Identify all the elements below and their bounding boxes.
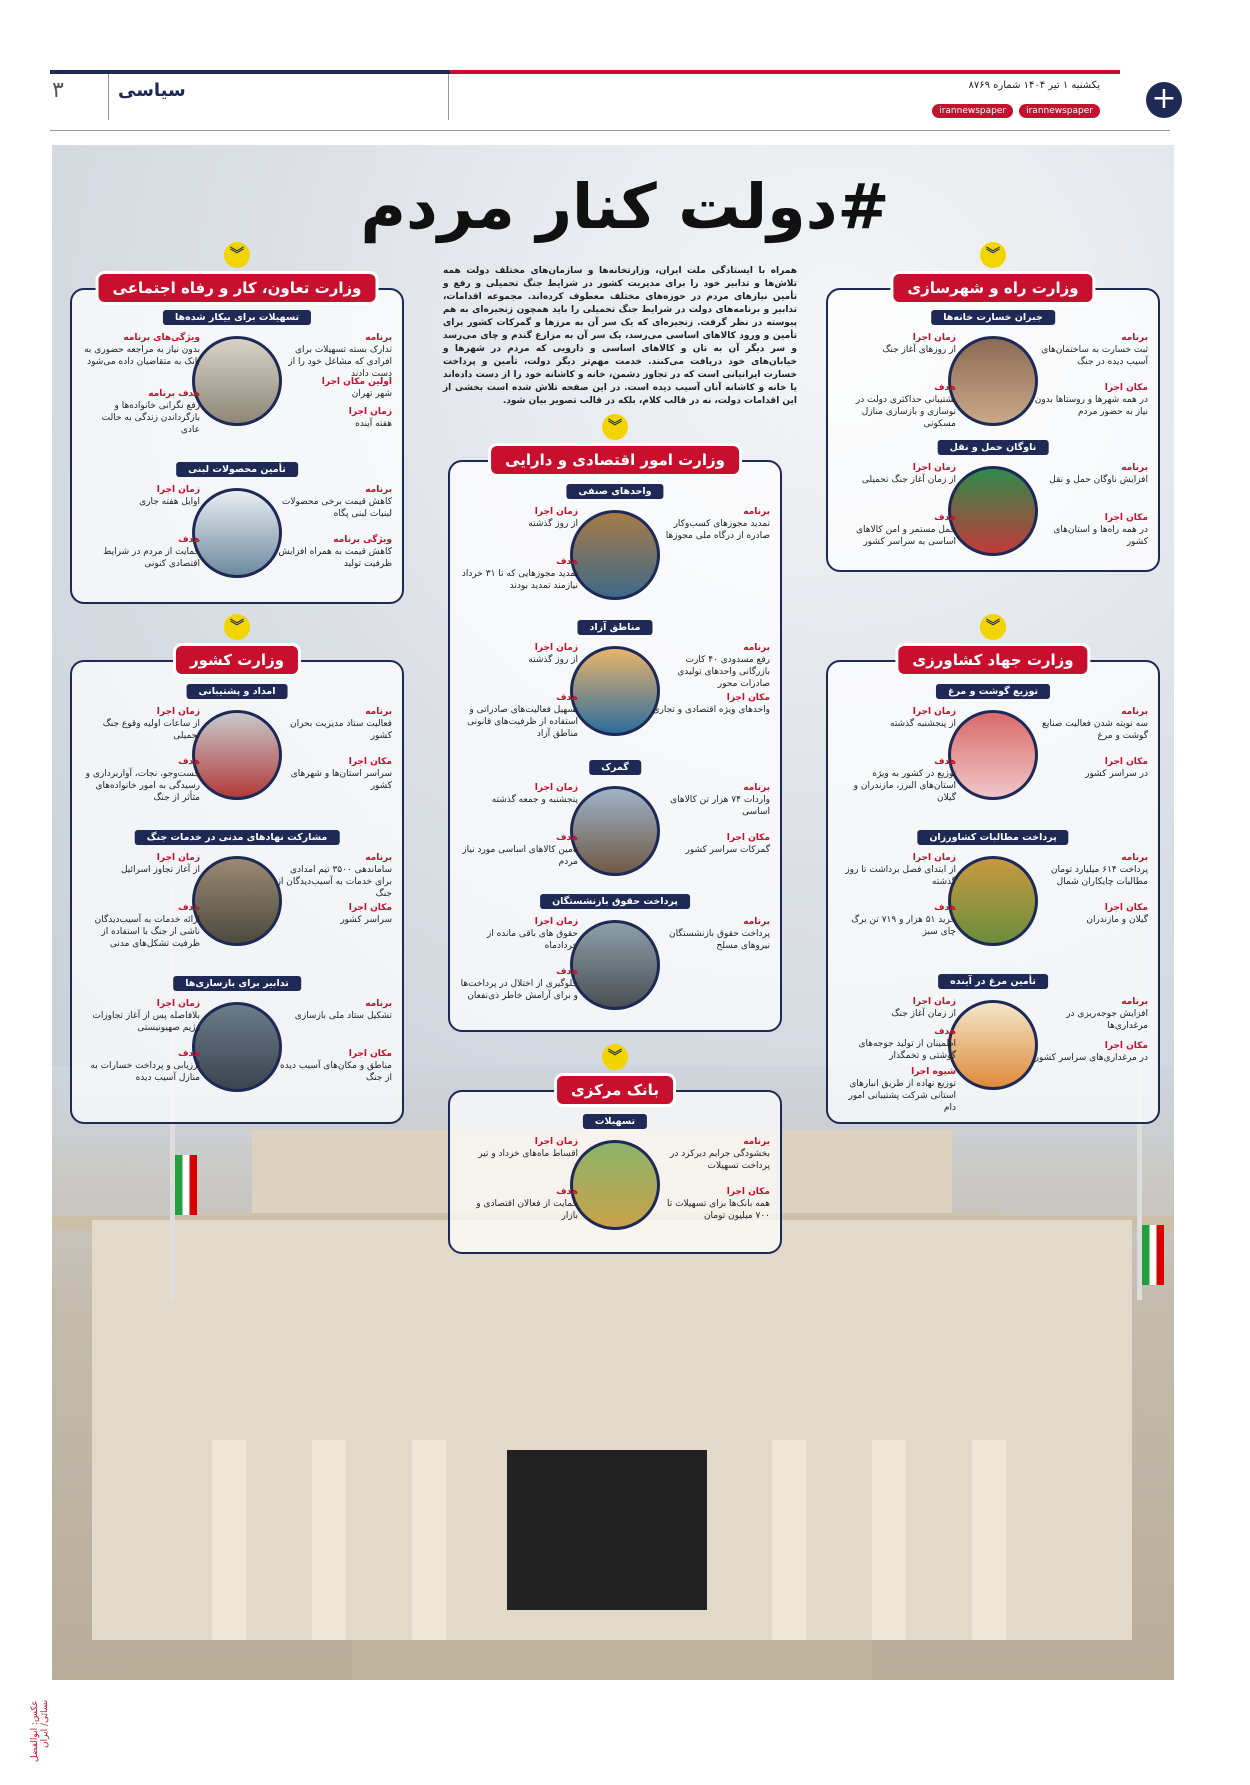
field-place: مکان اجرا سراسر استان‌ها و شهرهای کشور [290,757,392,791]
field-place: مکان اجرا واحدهای ویژه اقتصادی و تجاری [652,693,770,715]
photo-circle [192,488,282,578]
section-title: امداد و پشتیبانی [187,684,288,699]
field-time: زمان اجرا از ابتدای فصل برداشت تا روز گذشته [845,853,956,887]
social-handle[interactable]: irannewspaper [932,104,1013,118]
field-goal: هدف توزیع در کشور به ویژه استان‌های البرز، مازندران و گیلان [853,757,956,803]
photo-circle [570,1140,660,1230]
field-program: برنامه پرداخت ۶۱۴ میلیارد تومان مطالبات چایکاران شمال [1050,853,1148,887]
field-program: برنامه افزایش ناوگان حمل و نقل [1049,463,1148,485]
field-program: برنامه کاهش قیمت برخی محصولات لبنیات لبنی پگاه [281,485,392,519]
section-title: ناوگان حمل و نقل [938,440,1049,455]
section-title: مناطق آزاد [577,620,652,635]
photo-circle [948,1000,1038,1090]
section-title: گمرک [589,760,641,775]
panel-labor [70,247,404,604]
panel-section [450,1114,780,1232]
section-title: تأمین مرغ در آینده [938,974,1048,989]
field-place: مکان اجرا همه بانک‌ها برای تسهیلات تا ۷۰۰ میلیون تومان [666,1187,770,1221]
photo-circle [192,336,282,426]
section-title: تدابیر برای بازسازی‌ها [173,976,301,991]
panel-interior [70,619,404,1124]
header-divider [50,130,1170,131]
panel-section [828,310,1158,428]
field-time: زمان اجرا پنجشنبه و جمعه گذشته [491,783,578,805]
panel-section [72,462,402,580]
field-time: زمان اجرا از آغاز تجاوز اسرائیل [120,853,200,875]
photo-credit: عکس: ابوالفضل نسائی/ ایران [30,1700,50,1762]
field-time: زمان اجرا از زمان آغاز جنگ تحمیلی [861,463,956,485]
photo-circle [948,466,1038,556]
field-time: زمان اجرا حقوق های باقی مانده از خردادماه [486,917,578,951]
panel-title: بانک مرکزی [557,1076,673,1104]
plus-icon[interactable]: + [1146,82,1182,118]
chevron-down-icon: ︾ [224,242,250,268]
section-title: تسهیلات [583,1114,647,1129]
panel-section [450,894,780,1012]
panel-section [828,684,1158,802]
social-handles [932,104,1100,118]
panel-econ [448,419,782,1032]
panel-title: وزارت تعاون، کار و رفاه اجتماعی [99,274,376,302]
chevron-down-icon: ︾ [980,242,1006,268]
field-program: برنامه تدارک بسته تسهیلات برای افرادی که مشاغل خود را از دست دادند [288,333,392,379]
issue-meta: یکشنبه ۱ تیر ۱۴۰۴ شماره ۸۷۶۹ [968,80,1100,91]
field-program: برنامه ثبت خسارت به ساختمان‌های آسیب دیده در جنگ [1041,333,1148,367]
field-goal: هدف جست‌وجو، نجات، آواربرداری و رسیدگی به امور خانواده‌های متأثر از جنگ [85,757,200,803]
field-place: ویژگی برنامه کاهش قیمت به همراه افزایش ظرفیت تولید [278,535,392,569]
field-program: برنامه سه نوبته شدن فعالیت صنایع گوشت و مرغ [1042,707,1148,741]
panel-title: وزارت راه و شهرسازی [893,274,1092,302]
field-place: مکان اجرا در همه راه‌ها و استان‌های کشور [1053,513,1148,547]
field-time: زمان اجرا از روز گذشته [528,507,578,529]
field-time: زمان اجرا از روزهای آغاز جنگ [882,333,956,355]
panel-section [450,484,780,602]
section-title: واحدهای صنفی [566,484,663,499]
field-program: برنامه واردات ۷۴ هزار تن کالاهای اساسی [670,783,770,817]
panel-section [828,440,1158,558]
field-place: مکان اجرا در همه شهرها و روستاها بدون نیاز به حضور مردم [1034,383,1148,417]
page-number: ۳ [52,78,64,103]
field-program: برنامه ساماندهی ۳۵۰۰ تیم امدادی برای خدمات به آسیب‌دیدگان از جنگ [276,853,392,899]
photo-circle [948,710,1038,800]
intro-text: همراه با ایستادگی ملت ایران، وزارتخانه‌ها و سازمان‌های مختلف دولت همه تلاش‌ها و تدابیر خود را برای مدیریت کشور در شرایط جنگ تحمیلی و رفع و تأمین نیازهای مردم در حوزه‌های مختلف معطوف کرده‌اند. مجموعه اقدامات، تدابیر و برنامه‌های دولت در شرایط جنگ تحمیلی را باید همچون زنجیره‌ای به هم پیوسته در نظر گرفت. زنجیره‌ای که یک سر آن به مرزها و گمرکات کشور برای تأمین و ورود کالاهای اساسی می‌رسد، یک سر آن به مزارع گندم و چای می‌رسد و سر دیگر آن به نان و کالاهای اساسی و دارویی که مردم در شهرها و خیابان‌های خود دریافت می‌کنند. خدمت مهم‌تر دیگر دولت، تأمین و پرداخت خسارت ایرانیانی است که در تجاوز دشمن، خانه و کاشانه خود را از دست داده‌اند یا خانه و کاشانه آنان آسیب دیده است. در این صفحه تلاش شده است بخشی از این اقدامات دولت، نه در قالب کلام، بلکه در قالب تصویر بیان شود. [443,266,797,406]
panel-section [72,976,402,1094]
field-time: زمان اجرا از ساعات اولیه وقوع جنگ تحمیلی [102,707,200,741]
field-program: برنامه تشکیل ستاد ملی بازسازی [294,999,392,1021]
chevron-down-icon: ︾ [602,1044,628,1070]
section-title: پرداخت مطالبات کشاورزان [917,830,1068,845]
field-goal: هدف پشتیبانی حداکثری دولت در نوسازی و بازسازی منازل مسکونی [855,383,956,429]
headline: #دولت کنار مردم [360,170,890,243]
panel-agri [826,619,1160,1124]
field-goal: هدف ارائه خدمات به آسیب‌دیدگان ناشی از جنگ با استفاده از ظرفیت تشکل‌های مدنی [94,903,200,949]
divider [448,74,449,120]
photo-circle [192,710,282,800]
field-goal: هدف اطمینان از تولید جوجه‌های گوشتی و تخمگذار [858,1027,956,1061]
field-goal: هدف حمایت از فعالان اقتصادی و بازار [476,1187,578,1221]
field-time: زمان اجرا بلافاصله پس از آغاز تجاوزات رژیم صهیونیستی [92,999,200,1033]
field-place: مکان اجرا گیلان و مازندران [1086,903,1148,925]
photo-circle [570,510,660,600]
field-goal: هدف تمدید مجوزهایی که تا ۳۱ خرداد نیازمند تمدید بودند [461,557,578,591]
field-place: مکان اجرا گمرکات سراسر کشور [685,833,770,855]
chevron-down-icon: ︾ [224,614,250,640]
field-time: زمان اجرا اقساط ماه‌های خرداد و تیر [478,1137,578,1159]
field-goal: هدف حمل مستمر و امن کالاهای اساسی به سراسر کشور [856,513,956,547]
divider [108,74,109,120]
photo-circle [192,1002,282,1092]
field-feature: ویژگی‌های برنامه بدون نیاز به مراجعه حضوری به بانک به متقاضیان داده می‌شود [84,333,200,367]
panel-bank [448,1049,782,1254]
field-time: زمان اجرا از زمان آغاز جنگ [891,997,956,1019]
field-time: زمان اجرا از روز گذشته [528,643,578,665]
field-goal: هدف تأمین کالاهای اساسی مورد نیاز مردم [462,833,578,867]
social-handle[interactable]: irannewspaper [1019,104,1100,118]
field-program: برنامه تمدید مجوزهای کسب‌وکار صادره از درگاه ملی مجوزها [665,507,770,541]
field-goal: هدف ارزیابی و پرداخت خسارات به منازل آسیب دیده [90,1049,200,1083]
panel-section [450,620,780,738]
field-time: زمان اجرا هفته آینده [348,407,392,429]
field-place: مکان اجرا مناطق و مکان‌های آسیب دیده از جنگ [280,1049,392,1083]
photo-circle [570,786,660,876]
section-title: توزیع گوشت و مرغ [936,684,1050,699]
photo-circle [948,856,1038,946]
field-goal: هدف خرید ۵۱ هزار و ۷۱۹ تن برگ چای سبز [851,903,956,937]
panel-road [826,247,1160,572]
panel-section [828,830,1158,948]
chevron-down-icon: ︾ [980,614,1006,640]
field-goal: هدف برنامه رفع نگرانی خانواده‌ها و بازگرداندن زندگی به حالت عادی [101,389,200,435]
field-program: برنامه فعالیت ستاد مدیریت بحران کشور [289,707,392,741]
photo-circle [570,920,660,1010]
header-rule-red [450,70,1120,74]
field-time: زمان اجرا اوایل هفته جاری [139,485,200,507]
flag-icon [175,1155,197,1215]
field-program: برنامه بخشودگی جرایم دیرکرد در پرداخت تسهیلات [670,1137,770,1171]
panel-section [450,760,780,878]
field-goal: هدف تسهیل فعالیت‌های صادراتی و استفاده از ظرفیت‌های قانونی مناطق آزاد [467,693,578,739]
header-rule-navy [50,70,450,74]
panel-title: وزارت جهاد کشاورزی [898,646,1087,674]
section-title: مشارکت نهادهای مدنی در خدمات جنگ [135,830,340,845]
panel-section [828,974,1158,1114]
photo-circle [192,856,282,946]
panel-section [72,684,402,802]
chevron-down-icon: ︾ [602,414,628,440]
photo-circle [948,336,1038,426]
section-title: پرداخت حقوق بازنشستگان [540,894,690,909]
field-program: برنامه افزایش جوجه‌ریزی در مرغداری‌ها [1066,997,1148,1031]
panel-section [72,830,402,948]
section-title: جبران خسارت خانه‌ها [931,310,1055,325]
flag-icon [1142,1225,1164,1285]
field-time: زمان اجرا از پنجشنبه گذشته [890,707,956,729]
field-place: اولین مکان اجرا شهر تهران [321,377,392,399]
field-method: شیوه اجرا توزیع نهاده از طریق انبارهای استانی شرکت پشتیبانی امور دام [848,1067,956,1113]
field-place: مکان اجرا در سراسر کشور [1085,757,1148,779]
panel-section [72,310,402,450]
field-goal: هدف حمایت از مردم در شرایط اقتصادی کنونی [103,535,200,569]
panel-title: وزارت امور اقتصادی و دارایی [491,446,739,474]
field-place: مکان اجرا سراسر کشور [340,903,392,925]
field-program: برنامه رفع مسدودی ۴۰ کارت بازرگانی واحدهای تولیدی صادرات محور [677,643,770,689]
panel-title: وزارت کشور [176,646,298,674]
section-title: سیاسی [118,80,186,101]
photo-circle [570,646,660,736]
section-title: تأمین محصولات لبنی [176,462,298,477]
field-place: مکان اجرا در مرغداری‌های سراسر کشور [1034,1041,1148,1063]
field-goal: هدف جلوگیری از اختلال در پرداخت‌ها و برای آرامش خاطر ذی‌نفعان [460,967,578,1001]
section-title: تسهیلات برای بیکار شده‌ها [163,310,311,325]
field-program: برنامه پرداخت حقوق بازنشستگان نیروهای مسلح [668,917,770,951]
